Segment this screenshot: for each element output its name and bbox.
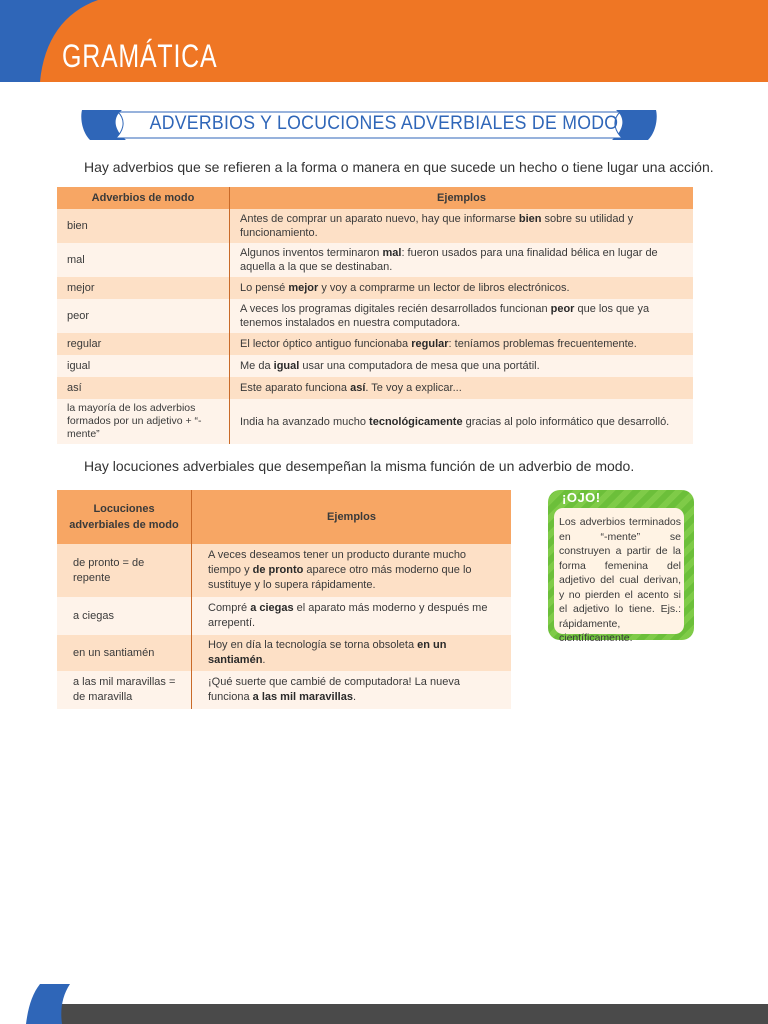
footer-bar (40, 1004, 768, 1024)
table-row (57, 544, 511, 597)
locucion-cell: a las mil maravillas = de maravilla (57, 671, 192, 709)
example-cell: ¡Qué suerte que cambié de computadora! La nueva funciona a las mil maravillas. (192, 671, 512, 709)
section-title: GRAMÁTICA (62, 38, 218, 74)
intro-adverbios: Hay adverbios que se refieren a la forma o manera en que sucede un hecho o tiene lugar una acción. (84, 159, 714, 175)
adverb-cell: así (57, 377, 230, 399)
locucion-cell: en un santiamén (57, 635, 192, 671)
table-row (57, 209, 693, 243)
table-row (57, 243, 693, 277)
table-row (57, 299, 693, 333)
adverb-cell: igual (57, 355, 230, 377)
adverb-cell: regular (57, 333, 230, 355)
table-row (57, 635, 511, 671)
col-header-locuciones: Locuciones adverbiales de modo (57, 490, 192, 544)
locucion-cell: de pronto = de repente (57, 544, 192, 597)
table-row (57, 671, 511, 709)
example-cell: A veces los programas digitales recién desarrollados funcionan peor que los que ya tenemos instalados en nuestra computadora. (230, 299, 694, 333)
table-row (57, 333, 693, 355)
table-row (57, 399, 693, 444)
locuciones-table (57, 490, 511, 703)
table-row (57, 355, 693, 377)
adverbios-table (57, 187, 693, 440)
example-cell: Compré a ciegas el aparato más moderno y después me arrepentí. (192, 597, 512, 635)
ojo-title: ¡OJO! (562, 490, 601, 505)
example-cell: El lector óptico antiguo funcionaba regular: teníamos problemas frecuentemente. (230, 333, 694, 355)
example-cell: A veces deseamos tener un producto durante mucho tiempo y de pronto aparece otro más moderno que lo sustituye y lo supera rápidamente. (192, 544, 512, 597)
adverb-cell: peor (57, 299, 230, 333)
ojo-text: Los adverbios terminados en “-mente” se construyen a partir de la forma femenina del adjetivo del cual derivan, y no pierden el acento si el adjetivo lo tiene. Ejs.: rápidamente, científicamente. (559, 516, 681, 644)
banner-title: ADVERBIOS Y LOCUCIONES ADVERBIALES DE MODO (149, 113, 619, 134)
locucion-cell: a ciegas (57, 597, 192, 635)
example-cell: Este aparato funciona así. Te voy a explicar... (230, 377, 694, 399)
table-row (57, 277, 693, 299)
example-cell: Lo pensé mejor y voy a comprarme un lector de libros electrónicos. (230, 277, 694, 299)
example-cell: Hoy en día la tecnología se torna obsoleta en un santiamén. (192, 635, 512, 671)
example-cell: India ha avanzado mucho tecnológicamente gracias al polo informático que desarrolló. (230, 399, 694, 444)
example-cell: Algunos inventos terminaron mal: fueron usados para una finalidad bélica en lugar de aquella a la que se destinaban. (230, 243, 694, 277)
adverb-cell: mejor (57, 277, 230, 299)
adverb-cell: la mayoría de los adverbios formados por un adjetivo + “-mente” (57, 399, 230, 444)
intro-locuciones: Hay locuciones adverbiales que desempeñan la misma función de un adverbio de modo. (84, 458, 635, 474)
example-cell: Antes de comprar un aparato nuevo, hay que informarse bien sobre su utilidad y funcionamiento. (230, 209, 694, 243)
table-row (57, 377, 693, 399)
col-header-ejemplos-2: Ejemplos (192, 490, 512, 544)
adverb-cell: mal (57, 243, 230, 277)
example-cell: Me da igual usar una computadora de mesa que una portátil. (230, 355, 694, 377)
header-orange-band (185, 0, 768, 82)
col-header-adverbios: Adverbios de modo (57, 187, 230, 209)
col-header-ejemplos: Ejemplos (230, 187, 694, 209)
table-row (57, 597, 511, 635)
adverb-cell: bien (57, 209, 230, 243)
